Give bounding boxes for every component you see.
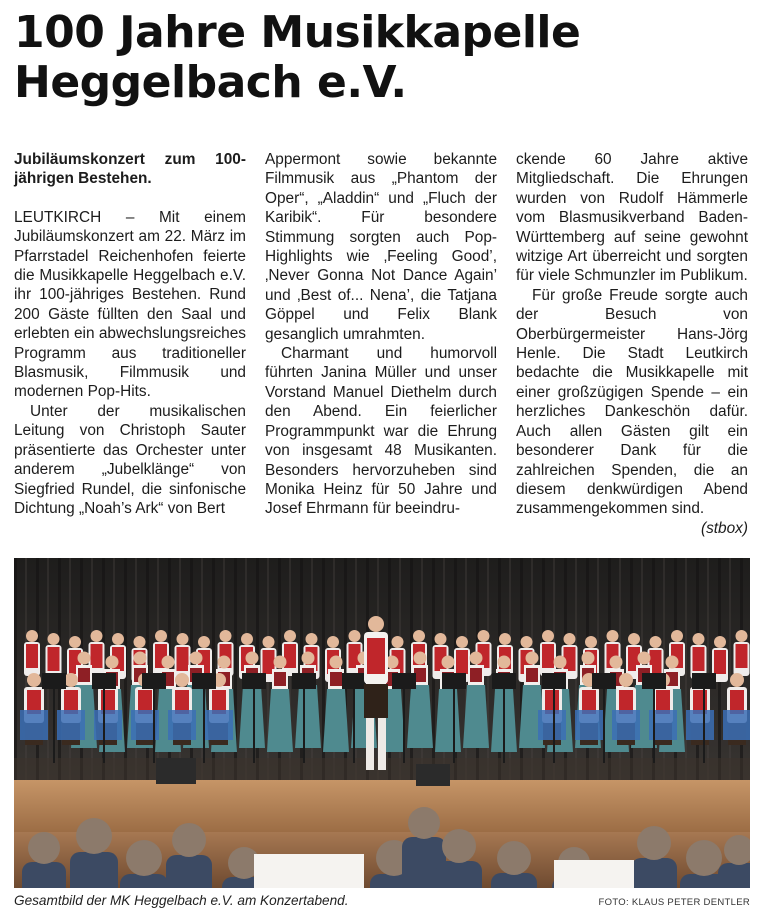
musician-skirt — [407, 685, 433, 748]
chair — [575, 710, 603, 740]
soloist-vest — [367, 638, 385, 674]
audience-body — [491, 873, 537, 888]
table-with-glasses — [254, 854, 364, 888]
audience-head — [497, 841, 531, 875]
article-paragraph-text: Für große Freude sorgte auch der Besuch von Oberbürgermeister Hans-Jörg Henle. Die Stadt Leutkirch bedachte die Musikkapelle mit einer großzügigen Spende – ein herzliches Dankeschön dafür. Auch allen Gästen gilt ein besonderer Dank für die zahlreichen Spenden, die an diesem denkwürdigen Abend zusammengekommen sind. — [516, 286, 748, 518]
musician-head — [619, 673, 633, 687]
article-column-2 — [265, 150, 497, 519]
stage-platform — [14, 780, 750, 832]
musician-head — [284, 630, 296, 642]
musician-skirt — [435, 689, 461, 752]
audience-body — [22, 862, 66, 888]
musician-head — [134, 652, 147, 665]
stage-monitor — [416, 764, 450, 786]
audience-body — [166, 855, 212, 888]
musician-vest — [542, 644, 554, 668]
music-stand — [442, 673, 466, 689]
soloist-lederhosen — [364, 684, 388, 718]
musician-head — [526, 652, 539, 665]
musician-head — [542, 630, 554, 642]
musician-back-row — [46, 633, 62, 679]
musician-head — [521, 636, 533, 648]
musician-bodice — [274, 672, 286, 686]
audience-head — [28, 832, 60, 864]
audience-head — [408, 807, 440, 839]
music-stand — [292, 673, 316, 689]
musician-head — [498, 656, 511, 669]
chair — [686, 710, 714, 740]
musician-head — [736, 630, 748, 642]
article-paragraph: LEUTKIRCH – Mit einem Jubiläumskonzert am 22. März im Pfarrstadel Reichenhofen feierte die Musikkapelle Heggelbach e.V. ihr 100-jähriges Bestehen. Rund 200 Gäste füllten den Saal und erlebten ein abwechslungsreiches Programm aus traditioneller Blasmusik, Filmmusik und modernen Pop-Hits. — [14, 208, 246, 401]
musician-head — [112, 633, 124, 645]
musician-head — [470, 652, 483, 665]
article-paragraph: Appermont sowie bekannte Filmmusik aus „Phantom der Oper“, „Aladdin“ und „Fluch der Karibik“. Für besondere Stimmung sorgten auch Pop-Highlights wie ‚Feeling Good’, ‚Never Gonna Not Dance Again’ und ‚Best of... Nena’, die Tatjana Göppel und Felix Blank gesanglich umrahmten. — [265, 151, 497, 343]
musician-head — [134, 636, 146, 648]
audience-head — [76, 818, 112, 854]
musician-head — [106, 656, 119, 669]
music-stand — [492, 673, 516, 689]
musician-head — [610, 656, 623, 669]
chair — [94, 710, 122, 740]
musician-head — [162, 656, 175, 669]
photo-caption: Gesamtbild der MK Heggelbach e.V. am Konzertabend. — [14, 893, 349, 908]
musician-vest — [456, 650, 468, 674]
musician-head — [263, 636, 275, 648]
article-paragraph — [516, 286, 748, 537]
chair — [723, 710, 750, 740]
chair — [205, 710, 233, 740]
music-stand — [242, 673, 266, 689]
musician-head — [274, 656, 287, 669]
musician-head — [478, 630, 490, 642]
audience-body — [120, 874, 168, 888]
stage-monitor — [156, 758, 196, 784]
musician-head — [27, 673, 41, 687]
musician-head — [302, 652, 315, 665]
chair — [57, 710, 85, 740]
article-column-3 — [516, 150, 748, 538]
soloist-leg — [378, 718, 386, 770]
chair — [168, 710, 196, 740]
musician-head — [218, 656, 231, 669]
musician-skirt — [463, 685, 489, 748]
music-stand — [342, 673, 366, 689]
music-stand — [42, 673, 66, 689]
musician-head — [435, 633, 447, 645]
musician-head — [69, 636, 81, 648]
musician-vest — [48, 647, 60, 671]
photo-credit: FOTO: KLAUS PETER DENTLER — [598, 897, 750, 908]
musician-head — [48, 633, 60, 645]
musician-vest — [736, 644, 748, 668]
article-column-1 — [14, 150, 246, 518]
music-stand — [592, 673, 616, 689]
musician-head — [177, 633, 189, 645]
musician-back-row — [734, 630, 750, 676]
musician-skirt — [323, 689, 349, 752]
table-with-glasses — [554, 860, 634, 888]
musician-head — [246, 652, 259, 665]
musician-skirt — [295, 685, 321, 748]
musician-head — [442, 656, 455, 669]
musician-head — [349, 630, 361, 642]
article-paragraph: Unter der musikalischen Leitung von Christoph Sauter präsentierte das Orchester unter anderem „Jubelklänge“ von Siegfried Rundel, die sinfonische Dichtung „Noah’s Ark“ von Bert — [14, 402, 246, 517]
chair — [612, 710, 640, 740]
author-credit: (stbox) — [700, 519, 748, 537]
musician-back-row — [691, 633, 707, 679]
musician-skirt — [267, 689, 293, 752]
musician-bodice — [330, 672, 342, 686]
article-paragraph: Charmant und humorvoll führten Janina Müller und unser Vorstand Manuel Diethelm durch den Abend. Ein feierlicher Programmpunkt war die Ehrung von insgesamt 48 Musikanten. Besonders hervorzuheben sind Monika Heinz für 50 Jahre und Josef Ehrmann für beeindru- — [265, 345, 497, 518]
musician-head — [414, 652, 427, 665]
music-stand — [542, 673, 566, 689]
musician-head — [582, 652, 595, 665]
musician-head — [499, 633, 511, 645]
musician-vest — [693, 647, 705, 671]
audience-body — [436, 861, 482, 888]
music-stand — [192, 673, 216, 689]
musician-head — [241, 633, 253, 645]
musician-head — [220, 630, 232, 642]
musician-vest — [714, 650, 726, 674]
musician-head — [327, 636, 339, 648]
musician-head — [638, 652, 651, 665]
musician-head — [666, 656, 679, 669]
musician-bodice — [78, 668, 90, 682]
musician-head — [64, 673, 78, 687]
audience-body — [718, 863, 750, 888]
music-stand — [92, 673, 116, 689]
musician-head — [306, 633, 318, 645]
music-stand — [392, 673, 416, 689]
musician-head — [78, 652, 91, 665]
musician-bodice — [470, 668, 482, 682]
musician-bodice — [526, 668, 538, 682]
musician-head — [26, 630, 38, 642]
audience-head — [442, 829, 476, 863]
musician-head — [585, 636, 597, 648]
chair — [20, 710, 48, 740]
music-stand — [142, 673, 166, 689]
musician-head — [190, 652, 203, 665]
musician-skirt — [239, 685, 265, 748]
concert-photo — [14, 558, 750, 888]
audience-body — [631, 858, 677, 888]
musician-head — [413, 630, 425, 642]
music-stand — [692, 673, 716, 689]
audience-body — [70, 852, 118, 888]
musician-head — [650, 636, 662, 648]
musician-head — [198, 636, 210, 648]
musician-head — [175, 673, 189, 687]
audience-head — [637, 826, 671, 860]
musician-head — [714, 636, 726, 648]
chair — [538, 710, 566, 740]
audience-head — [172, 823, 206, 857]
headline: 100 Jahre Musikkapelle Heggelbach e.V. — [14, 7, 581, 108]
musician-vest — [91, 644, 103, 668]
musician-vest — [26, 644, 38, 668]
musician-head — [91, 630, 103, 642]
musician-head — [456, 636, 468, 648]
musician-back-row — [24, 630, 40, 676]
article-subhead: Jubiläumskonzert zum 100-jährigen Bestehen. — [14, 151, 246, 188]
audience-head — [126, 840, 162, 876]
article-paragraph: ckende 60 Jahre aktive Mitgliedschaft. Die Ehrungen wurden von Rudolf Hämmerle vom Blasmusikverband Baden-Württemberg auf seine gewohnt witzige Art überreicht und sorgten für viele Schmunzler im Publikum. — [516, 151, 748, 285]
musician-head — [730, 673, 744, 687]
soloist-leg — [366, 718, 374, 770]
audience-head — [686, 840, 722, 876]
band-stage-illustration — [14, 558, 750, 888]
musician-head — [607, 630, 619, 642]
musician-head — [628, 633, 640, 645]
music-stand — [642, 673, 666, 689]
musician-head — [554, 656, 567, 669]
musician-head — [693, 633, 705, 645]
musician-vest — [177, 647, 189, 671]
musician-head — [564, 633, 576, 645]
musician-head — [155, 630, 167, 642]
musician-head — [671, 630, 683, 642]
soloist-head — [368, 616, 384, 632]
musician-head — [392, 636, 404, 648]
musician-head — [330, 656, 343, 669]
